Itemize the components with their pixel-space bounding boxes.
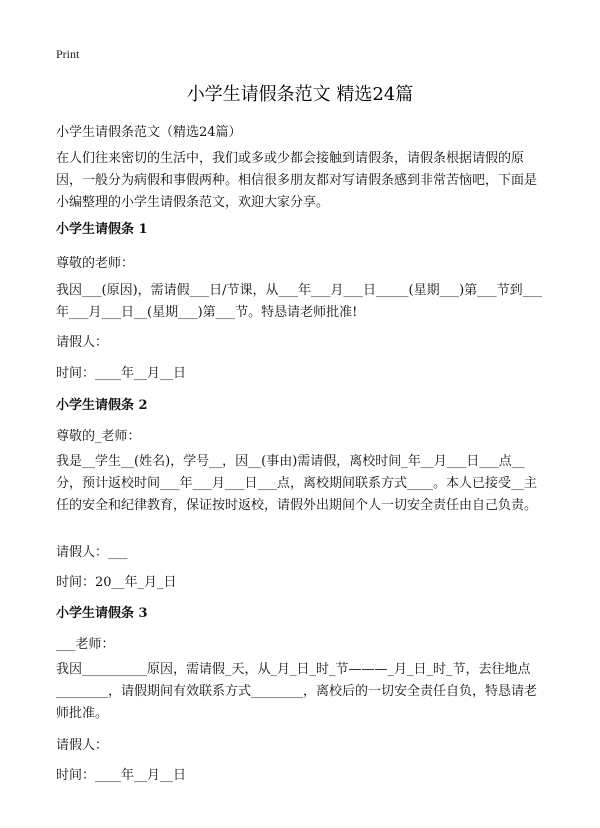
section-2-heading: 小学生请假条 2 [56, 398, 148, 413]
section-3-body: 我因__________原因，需请假_天，从_月_日_时_节———_月_日_时_节，去往地点________，请假期间有效联系方式________，离校后的一切安全责任自负，特恳请老师批准。 [56, 662, 538, 721]
section-3-greeting: ___老师： [56, 637, 115, 652]
section-2-body: 我是__学生__(姓名)，学号__，因__(事由)需请假，离校时间_年__月___日___点__分，预计返校时间___年___月___日___点，离校期间联系方式____。本人已接受__主任的安全和纪律教育，保证按时返校，请假外出期间个人一切安全责任由自己负责。 [56, 454, 538, 513]
section-2-date: 时间：20__年_月_日 [56, 575, 177, 590]
section-3-signer: 请假人： [56, 738, 109, 753]
section-1-signer: 请假人： [56, 335, 109, 350]
document-title: 小学生请假条范文 精选24篇 [186, 84, 414, 105]
section-1-body: 我因___(原因)，需请假___日/节课，从___年___月___日_____(星期___)第___节到___年___月___日__(星期___)第___节。特恳请老师批准! [56, 283, 543, 320]
print-label[interactable]: Print [56, 47, 80, 61]
section-1-greeting: 尊敬的老师： [56, 256, 135, 271]
section-3-heading: 小学生请假条 3 [56, 606, 148, 621]
intro-paragraph: 在人们往来密切的生活中，我们或多或少都会接触到请假条，请假条根据请假的原因，一般分为病假和事假两种。相信很多朋友都对写请假条感到非常苦恼吧，下面是小编整理的小学生请假条范文，欢迎大家分享。 [56, 151, 538, 210]
section-2-greeting: 尊敬的_老师： [56, 429, 141, 444]
section-1-date: 时间：____年__月__日 [56, 366, 187, 381]
section-3-date: 时间：____年__月__日 [56, 768, 187, 783]
section-2-signer: 请假人：___ [56, 545, 128, 560]
section-1-heading: 小学生请假条 1 [56, 222, 148, 237]
document-subtitle: 小学生请假条范文（精选24篇） [56, 125, 242, 140]
